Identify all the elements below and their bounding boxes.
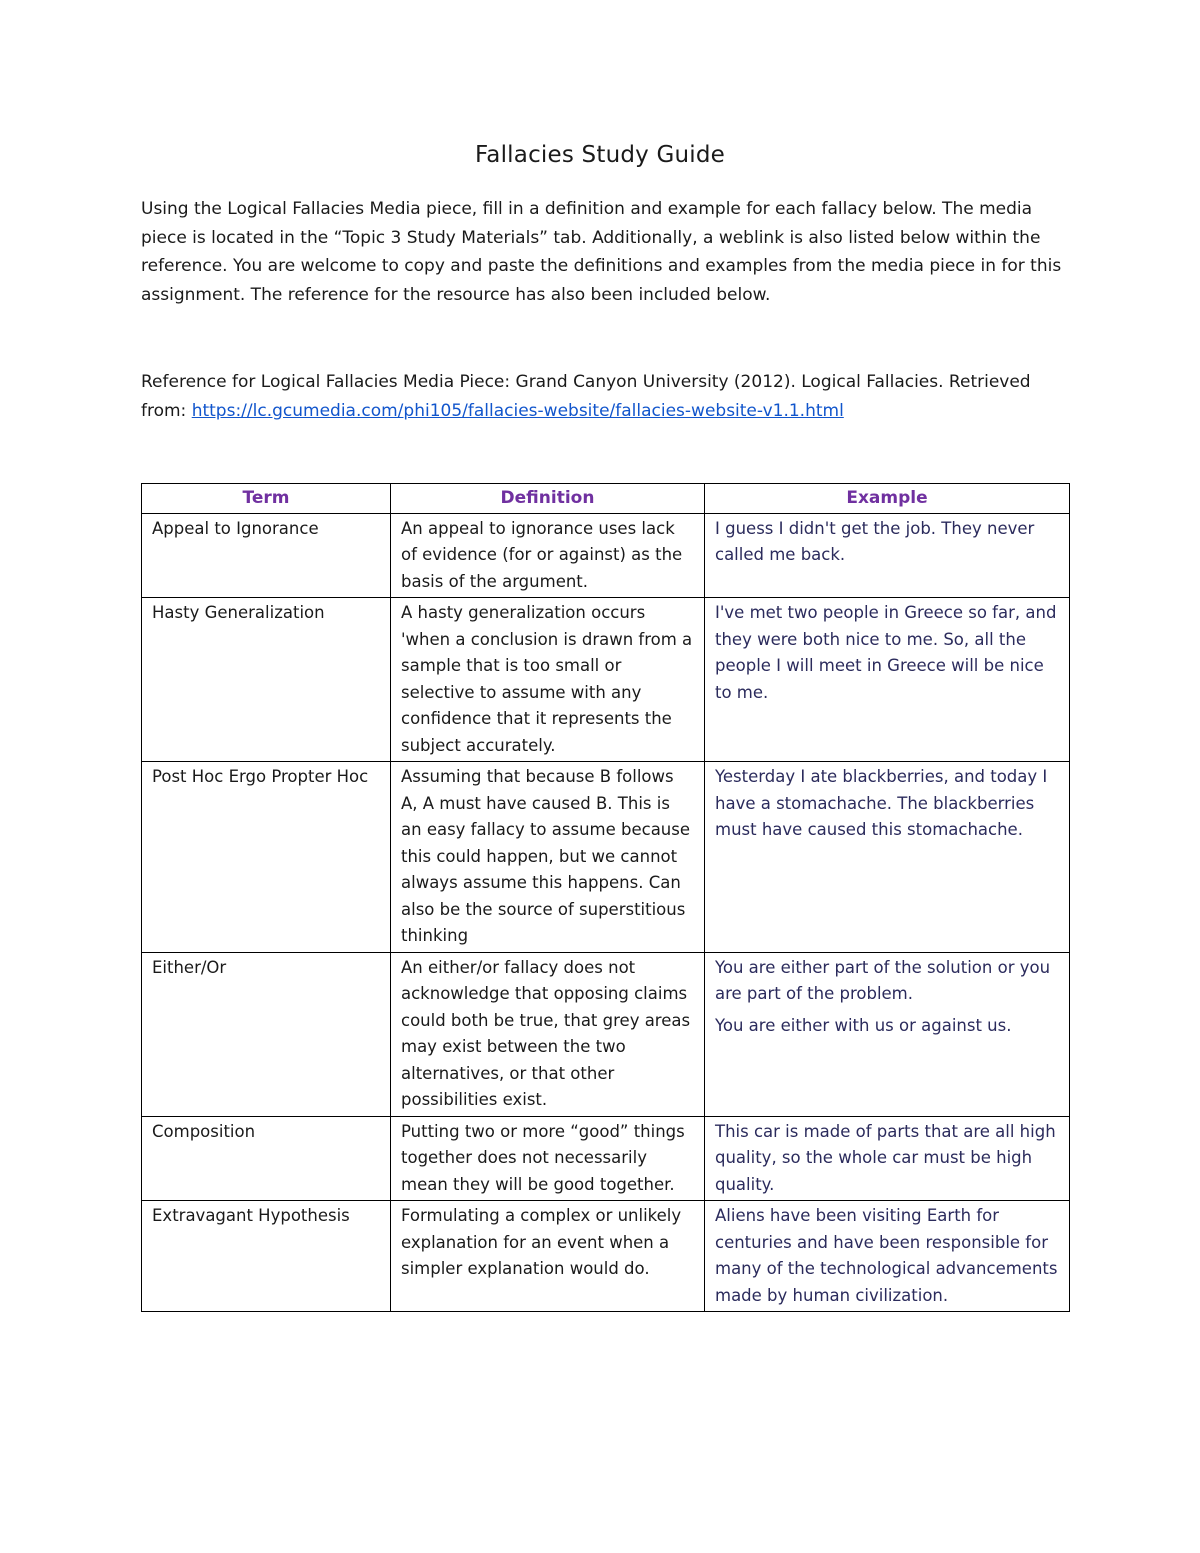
example-text: I guess I didn't get the job. They never called me back. <box>715 518 1035 564</box>
definition-cell: A hasty generalization occurs 'when a conclusion is drawn from a sample that is too small or selective to assume with any confidence that it represents the subject accurately. <box>391 598 705 762</box>
example-text: You are either part of the solution or you are part of the problem. <box>715 957 1051 1003</box>
table-header-row <box>142 484 1070 514</box>
example-cell <box>705 1116 1070 1201</box>
definition-cell: Assuming that because B follows A, A must have caused B. This is an easy fallacy to assume because this could happen, but we cannot always assume this happens. Can also be the source of superstitious thinking <box>391 762 705 953</box>
definition-cell: Formulating a complex or unlikely explanation for an event when a simpler explanation would do. <box>391 1201 705 1312</box>
example-cell <box>705 762 1070 953</box>
example-text: This car is made of parts that are all high quality, so the whole car must be high quality. <box>715 1121 1056 1194</box>
table-row <box>142 598 1070 762</box>
example-cell <box>705 1201 1070 1312</box>
header-term: Term <box>142 484 391 514</box>
header-definition: Definition <box>391 484 705 514</box>
example-text: Aliens have been visiting Earth for centuries and have been responsible for many of the technological advancements made by human civilization. <box>715 1206 1058 1305</box>
definition-cell: An appeal to ignorance uses lack of evidence (for or against) as the basis of the argument. <box>391 513 705 598</box>
example-text: I've met two people in Greece so far, and they were both nice to me. So, all the people I will meet in Greece will be nice to me. <box>715 603 1057 702</box>
example-cell <box>705 598 1070 762</box>
example-text-secondary: You are either with us or against us. <box>715 1015 1012 1035</box>
example-cell <box>705 952 1070 1116</box>
table-row <box>142 762 1070 953</box>
intro-paragraph: Using the Logical Fallacies Media piece, fill in a definition and example for each fallacy below. The media piece is located in the “Topic 3 Study Materials” tab. Additionally, a weblink is also listed below within the reference. You are welcome to copy and paste the definitions and examples from the media piece in for this assignment. The reference for the resource has also been included below. <box>141 199 1062 305</box>
reference-text: Reference for Logical Fallacies Media Piece: Grand Canyon University (2012). Logical Fallacies. Retrieved from: <box>141 372 1031 421</box>
fallacies-table <box>141 483 1070 1312</box>
page-title: Fallacies Study Guide <box>474 142 726 168</box>
reference-link[interactable]: https://lc.gcumedia.com/phi105/fallacies-website/fallacies-website-v1.1.html <box>191 400 844 421</box>
term-cell: Appeal to Ignorance <box>142 513 391 598</box>
term-cell: Post Hoc Ergo Propter Hoc <box>142 762 391 953</box>
term-cell: Either/Or <box>142 952 391 1116</box>
definition-cell: Putting two or more “good” things together does not necessarily mean they will be good together. <box>391 1116 705 1201</box>
table-row <box>142 513 1070 598</box>
term-cell: Composition <box>142 1116 391 1201</box>
reference-paragraph <box>141 368 1066 425</box>
example-text: Yesterday I ate blackberries, and today I have a stomachache. The blackberries must have caused this stomachache. <box>715 767 1048 839</box>
header-example: Example <box>705 484 1070 514</box>
definition-cell: An either/or fallacy does not acknowledge that opposing claims could both be true, that grey areas may exist between the two alternatives, or that other possibilities exist. <box>391 952 705 1116</box>
example-cell <box>705 513 1070 598</box>
term-cell: Extravagant Hypothesis <box>142 1201 391 1312</box>
table-row <box>142 952 1070 1116</box>
table-row <box>142 1116 1070 1201</box>
table-row <box>142 1201 1070 1312</box>
term-cell: Hasty Generalization <box>142 598 391 762</box>
